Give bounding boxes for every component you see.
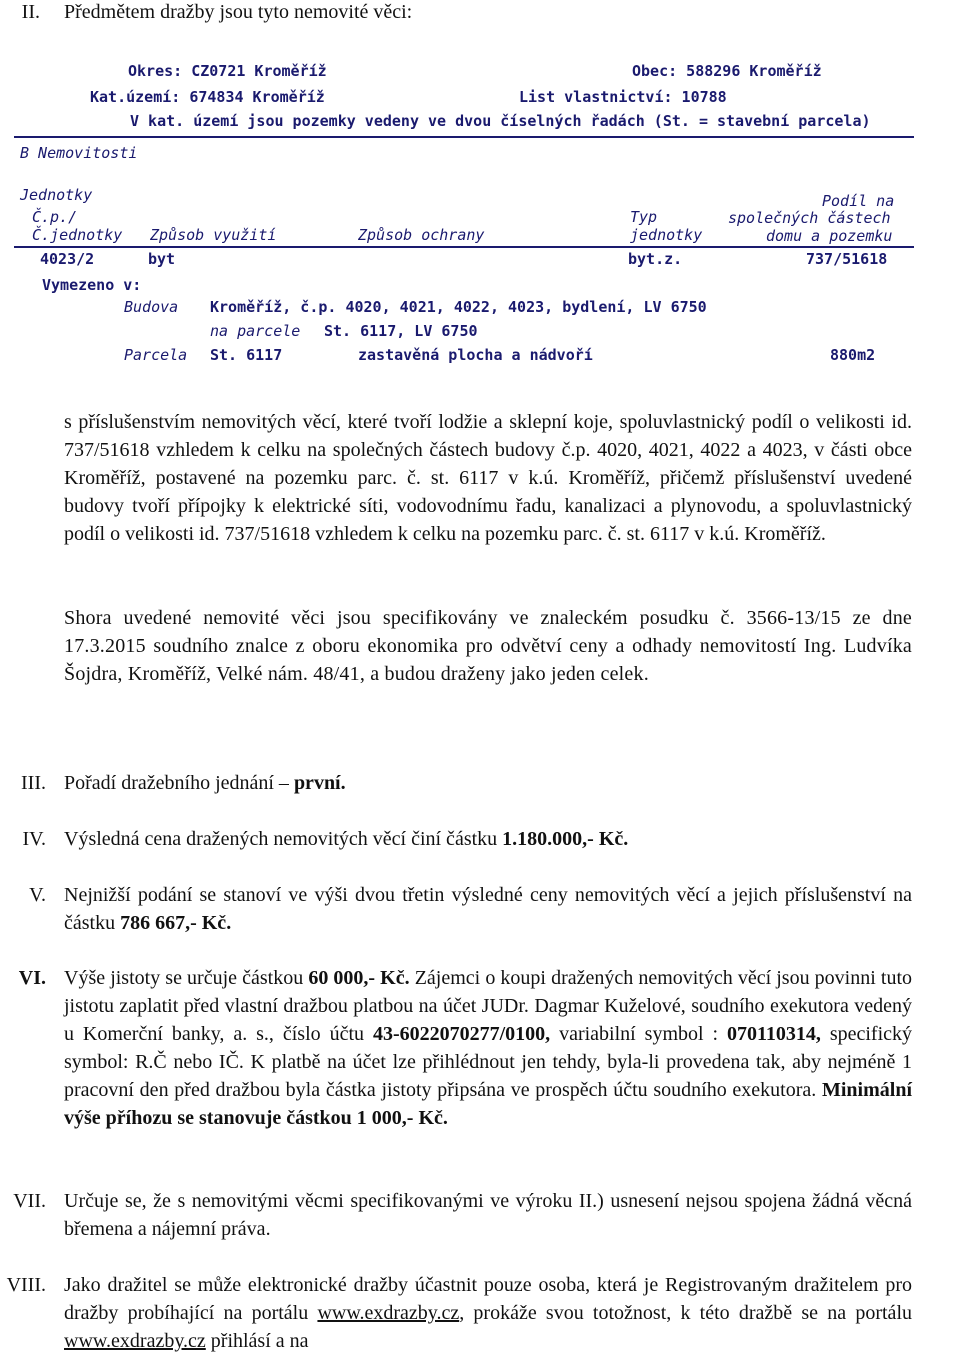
section-6-deposit: 60 000,- Kč. (308, 967, 410, 989)
extract-row-share: 737/51618 (806, 250, 888, 268)
section-6-variable-symbol: 070110314, (726, 1023, 821, 1045)
extract-parcela-value: St. 6117 (210, 346, 283, 364)
extract-katuzemi: Kat.území: 674834 Kroměříž (90, 88, 325, 106)
section-7-text: Určuje se, že s nemovitými věcmi specifikovanými ve výroku II.) usnesení nejsou spojena žádná věcná břemena a nájemní práva. (64, 1190, 912, 1240)
section-3-value: první. (293, 772, 346, 794)
section-4-text (64, 825, 912, 853)
extract-parcela-druh: zastavěná plocha a nádvoří (358, 346, 593, 364)
section-8-t1: Jako dražitel se může elektronické dražby účastnit pouze osoba, která je Registrovaným dražitelem pro dražby probíhající na portálu (64, 1274, 912, 1324)
section-5-text (64, 881, 912, 937)
extract-b-title: B Nemovitosti (20, 144, 138, 162)
extract-h-podil3: domu a pozemku (766, 227, 893, 245)
extract-list-vlastnictvi: List vlastnictví: 10788 (519, 88, 727, 106)
section-number-7: VII. (13, 1190, 46, 1212)
extract-budova-label: Budova (124, 298, 179, 316)
extract-na-parcele-value: St. 6117, LV 6750 (324, 322, 478, 340)
extract-row-type: byt.z. (628, 250, 683, 268)
extract-vymezeno: Vymezeno v: (42, 276, 142, 294)
section-number-5: V. (29, 884, 46, 906)
cadastral-extract (14, 40, 924, 370)
section-6-min-increment: Minimální výše příhozu se stanovuje částkou 1 000,- Kč. (64, 1079, 912, 1129)
section-8-t2: , prokáže svou totožnost, k této dražbě se na portálu (459, 1302, 912, 1324)
extract-obec: Obec: 588296 Kroměříž (632, 62, 822, 80)
extract-parcela-label: Parcela (124, 346, 188, 364)
section-number-4: IV. (22, 828, 46, 850)
extract-h-typ2: jednotky (630, 226, 703, 244)
section-4-price: 1.180.000,- Kč. (502, 828, 629, 850)
extract-row-use: byt (148, 250, 176, 268)
extract-budova-value: Kroměříž, č.p. 4020, 4021, 4022, 4023, bydlení, LV 6750 (210, 298, 707, 316)
extract-h-typ: Typ (630, 208, 658, 226)
extract-h-jednotky: Jednotky (20, 186, 93, 204)
section-6-t1: Výše jistoty se určuje částkou (64, 967, 309, 989)
extract-divider-top (14, 136, 914, 138)
section-title-2: Předmětem dražby jsou tyto nemovité věci: (64, 1, 413, 23)
section-8-t3: přihlásí a na (205, 1330, 309, 1352)
paragraph-accessories: s příslušenstvím nemovitých věcí, které tvoří lodžie a sklepní koje, spoluvlastnický podíl o velikosti id. 737/51618 vzhledem k celku na společných částech budovy č.p. 4020, 4021, 4022 a 4023, v části obce Kroměříž, postavené na pozemku parc. č. st. 6117 v k.ú. Kroměříž, přičemž příslušenství uvedené budovy tvoří přípojky k elektrické síti, vodovodnímu řadu, kanalizaci a plynovodu, a spoluvlastnický podíl o velikosti id. 737/51618 vzhledem k celku na pozemku parc. č. st. 6117 v k.ú. Kroměříž. (64, 411, 912, 545)
extract-h-cp: Č.p./ (32, 208, 78, 226)
extract-h-cjednotky: Č.jednotky (32, 226, 123, 244)
section-6-t4: specifický symbol: R.Č nebo IČ. K platbě na účet lze přihlédnout jen tehdy, byla-li provedena tak, aby nejméně 1 pracovní den před dražbou byla částka jistoty připsána ve prospěch účtu soudního exekutora. (64, 1023, 913, 1101)
exdrazby-link-2[interactable]: www.exdrazby.cz (64, 1330, 206, 1352)
extract-h-zpusob-ochrany: Způsob ochrany (358, 226, 485, 244)
section-8-text (64, 1271, 912, 1355)
section-6-t3: variabilní symbol : (550, 1023, 727, 1045)
extract-note: V kat. území jsou pozemky vedeny ve dvou číselných řadách (St. = stavební parcela) (130, 112, 871, 130)
extract-h-podil1: Podíl na (822, 192, 895, 210)
exdrazby-link-1[interactable]: www.exdrazby.cz (317, 1302, 460, 1324)
section-6-text (64, 964, 912, 1132)
section-3-label: Pořadí dražebního jednání – (64, 772, 294, 794)
extract-divider-header (14, 246, 914, 248)
section-number-8: VIII. (6, 1274, 46, 1296)
section-number-2: II. (21, 1, 40, 23)
section-3-text (64, 769, 912, 797)
extract-parcela-area: 880m2 (830, 346, 876, 364)
extract-h-podil2: společných částech (728, 209, 891, 227)
extract-h-zpusob-vyuziti: Způsob využití (150, 226, 277, 244)
paragraph-expert-opinion: Shora uvedené nemovité věci jsou specifikovány ve znaleckém posudku č. 3566-13/15 ze dne 17.3.2015 soudního znalce z oboru ekonomika pro odvětví ceny a odhady nemovitostí Ing. Ludvíka Šojdra, Kroměříž, Velké nám. 48/41, a budou draženy jako jeden celek. (64, 607, 912, 685)
extract-na-parcele-label: na parcele (210, 322, 301, 340)
extract-row-unit: 4023/2 (40, 250, 95, 268)
section-number-3: III. (21, 772, 46, 794)
section-6-account: 43-6022070277/0100, (372, 1023, 551, 1045)
extract-okres: Okres: CZ0721 Kroměříž (128, 62, 327, 80)
section-4-label: Výsledná cena dražených nemovitých věcí činí částku (64, 828, 503, 850)
section-number-6: VI. (18, 967, 46, 989)
section-6-t2: Zájemci o koupi dražených nemovitých věcí jsou povinni tuto jistotu zaplatit před vlastní dražbou platbou na účet JUDr. Dagmar Kuželové, soudního exekutora vedený u Komerční banky, a. s., číslo účtu (64, 967, 913, 1045)
section-5-minimum-bid: 786 667,- Kč. (120, 912, 232, 934)
section-5-label: Nejnižší podání se stanoví ve výši dvou třetin výsledné ceny nemovitých věcí a jejich příslušenství na částku (64, 884, 912, 934)
